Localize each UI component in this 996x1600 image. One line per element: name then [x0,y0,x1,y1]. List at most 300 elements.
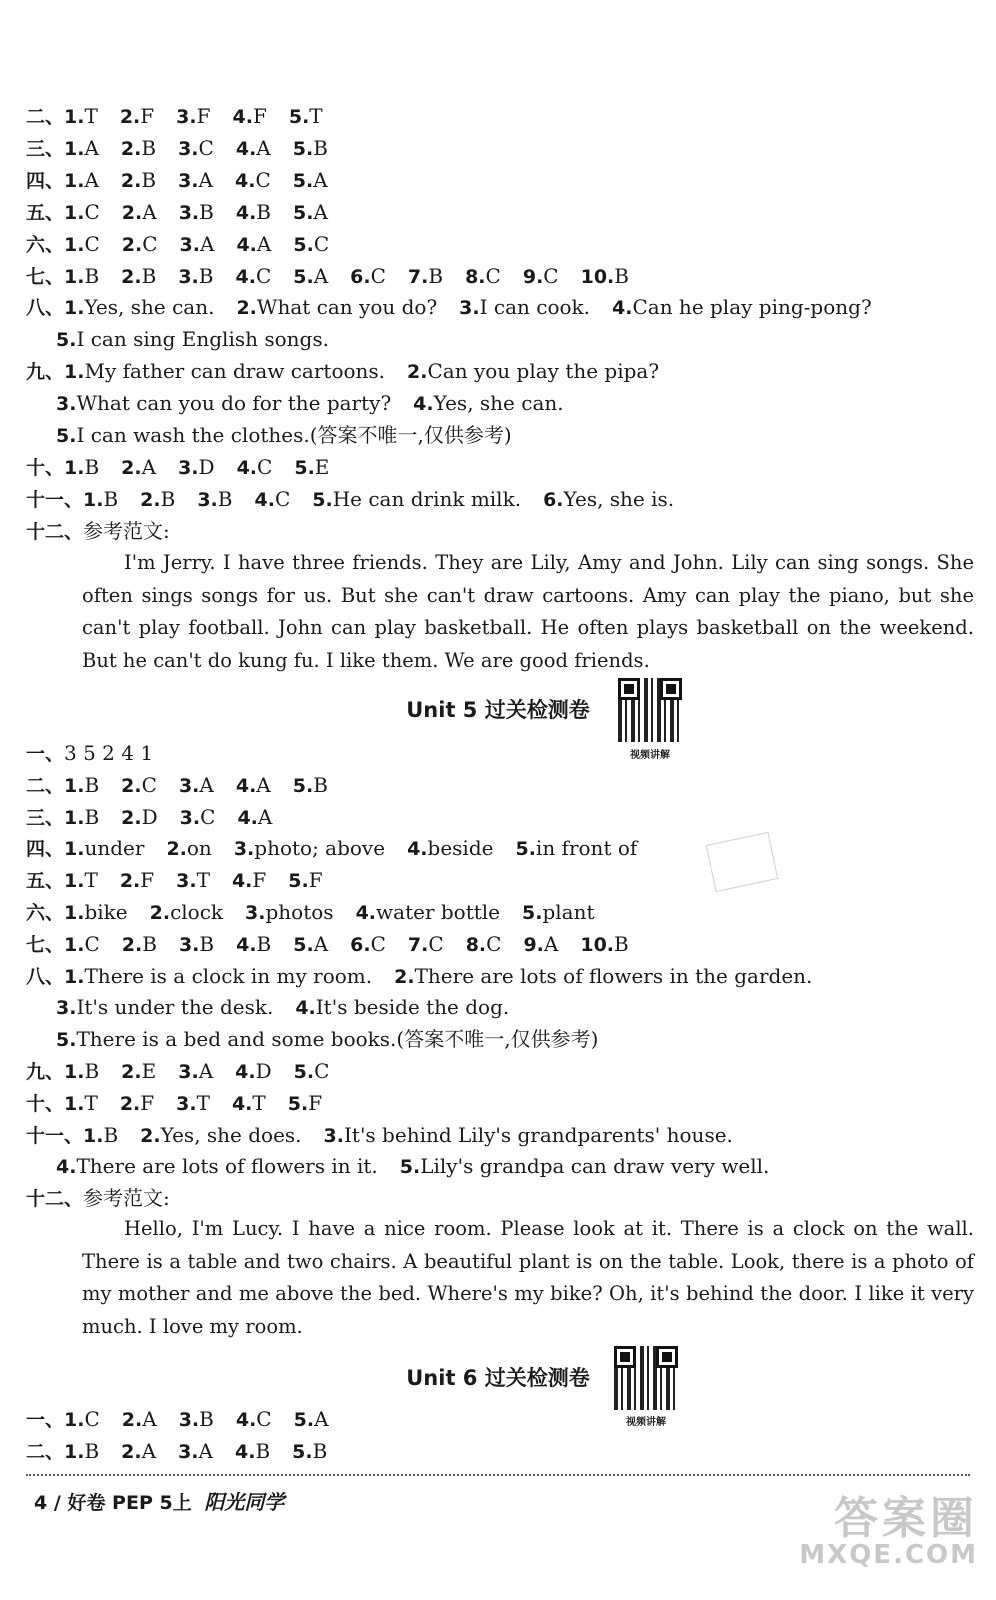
section-number: 一、 [26,743,65,765]
question-number: 3. [245,902,266,924]
answer-item [235,168,271,192]
answer-text: C [370,931,386,956]
answer-text: C [84,1407,100,1431]
answer-item [122,200,157,224]
question-number: 6. [350,933,371,956]
answer-item [64,104,98,128]
answer-line [26,516,970,547]
answer-item [140,487,175,511]
answer-text: B [84,772,100,797]
section-number: 八、 [26,297,65,320]
answer-text: under [84,836,145,861]
answer-item [166,836,211,860]
answer-item [236,232,271,256]
answer-text: Yes, she can. [84,295,215,320]
page-number: 4 [34,1492,48,1514]
answer-item [235,1059,272,1083]
answer-text: C [313,231,330,256]
answer-text: T [196,1090,210,1115]
question-number: 3. [179,806,201,829]
answer-item [64,359,385,383]
answer-item [295,995,509,1019]
question-number: 2. [120,169,142,192]
section-number: 八、 [26,965,65,988]
question-number: 8. [465,265,486,288]
answer-text: A [198,1439,213,1463]
answer-text: F [308,1090,323,1115]
question-number: 3. [178,169,199,192]
question-number: 2. [121,1409,143,1431]
answer-item [294,455,329,479]
answer-item [64,868,98,892]
answer-item [121,168,156,192]
question-number: 5. [294,456,315,479]
answer-item [179,1407,214,1431]
answer-item [121,805,158,829]
answer-text: Yes, she can. [433,391,564,416]
answer-item [581,264,629,288]
question-number: 2. [394,965,415,988]
answer-text: F [252,104,267,128]
answer-item [459,295,590,319]
question-number: 1. [64,137,85,160]
question-number: 3. [176,1092,197,1115]
section-number: 四、 [26,838,65,861]
answer-item [140,1123,301,1147]
answer-item [179,200,214,224]
answer-text: My father can draw cartoons. [84,359,386,384]
question-number: 2. [149,902,171,924]
answer-text: T [252,1090,266,1115]
answer-text: on [186,836,212,861]
qr-code-unit6[interactable] [614,1346,678,1410]
question-number: 4. [413,393,434,416]
answer-line [26,292,970,323]
answer-line [26,1404,970,1435]
answer-text: B [141,167,157,192]
answer-text: A [199,772,214,797]
question-number: 5. [56,329,77,352]
answer-item [56,1027,598,1051]
question-number: 2. [121,806,142,829]
question-number: 4. [235,1409,257,1431]
question-number: 3. [178,456,199,479]
qr-caption-unit5: 视频讲解 [630,750,670,761]
answer-text: B [84,263,100,288]
answer-item [64,295,214,319]
answer-text: A [256,772,271,797]
footer-divider [26,1474,970,1476]
answer-text: Yes, she is. [563,486,675,511]
answer-item [178,264,213,288]
answer-item [254,487,290,511]
answer-item [232,1091,266,1115]
question-number: 3. [178,1409,200,1431]
question-number: 5. [293,233,314,256]
answer-text: B [199,199,214,224]
answer-text: What can you do for the party? [76,391,392,416]
answer-line [26,484,970,515]
qr-caption-unit6: 视频讲解 [626,1417,666,1428]
answer-text: photos [265,900,334,924]
question-number: 4. [236,933,257,956]
answer-item [293,232,329,256]
answer-item [407,836,493,860]
question-number: 2. [119,106,141,128]
question-number: 5. [292,1441,313,1463]
answer-line [26,865,970,896]
question-number: 9. [523,933,544,956]
answer-text: Can he play ping-pong? [632,295,872,320]
answer-item [121,264,156,288]
question-number: 1. [64,361,85,384]
answer-item [64,836,144,860]
question-number: 1. [64,456,85,479]
answer-item [64,932,100,956]
question-number: 3. [179,233,200,256]
answer-text: T [84,868,98,893]
answer-line [26,1183,970,1214]
answer-item [523,264,559,288]
answer-item [56,1154,378,1178]
question-number: 3. [459,297,480,320]
question-number: 2. [121,1441,142,1463]
answer-item [234,836,385,860]
answer-text: D [141,804,158,829]
unit5-title: Unit 5 过关检测卷 [406,698,590,722]
question-number: 5. [312,488,333,511]
answer-item [288,868,322,892]
answer-item [293,264,328,288]
question-number: 2. [121,201,143,224]
answer-text: F [308,868,323,893]
answer-text: A [84,167,99,192]
section-number: 十、 [26,456,65,479]
answer-text: T [84,1090,98,1115]
question-number: 6. [350,265,371,288]
answer-text: A [313,199,328,224]
answer-text: A [256,231,272,256]
answer-text: B [614,263,629,288]
answer-text: A [142,1407,157,1431]
question-number: 1. [64,1092,85,1115]
answer-text: B [199,931,215,956]
answer-text: D [198,454,215,479]
answer-item [612,295,872,319]
section-number: 二、 [26,106,65,128]
question-number: 3. [233,838,255,861]
question-number: 2. [121,456,142,479]
answer-text: bike [84,900,128,924]
section-number: 五、 [26,201,65,224]
question-number: 2. [140,1124,161,1147]
question-number: 5. [515,838,536,861]
answer-item [233,104,267,128]
answer-line [26,452,970,483]
question-number: 10. [580,933,615,956]
answer-text: D [255,1059,272,1083]
answer-line [26,897,970,928]
answer-item [176,104,210,128]
answer-item [64,741,153,765]
answer-item [407,359,659,383]
answer-item [312,487,521,511]
answer-item [293,136,328,160]
answer-text: B [141,263,157,288]
answer-line [26,197,970,228]
answer-item [236,1407,272,1431]
answer-text: C [142,231,158,256]
question-number: 4. [407,838,428,861]
answer-item [56,423,512,447]
answer-item [122,932,157,956]
question-number: 2. [140,488,161,511]
question-number: 2. [119,1092,141,1115]
answer-item [292,1439,327,1463]
answer-text: A [313,931,329,956]
question-number: 2. [121,1061,142,1083]
answer-text: 参考范文: [83,1186,170,1211]
answer-text: He can drink milk. [332,486,522,511]
answer-item [293,773,328,797]
answer-item [64,1439,99,1463]
answer-text: B [84,1059,100,1083]
question-number: 3. [178,137,199,160]
section-number: 三、 [26,806,65,829]
question-number: 7. [407,265,429,288]
watermark-text: 答案圈 [834,1493,978,1544]
answer-text: B [141,135,157,160]
answer-text: A [313,167,328,192]
question-number: 4. [234,169,256,192]
answer-text: I can cook. [479,295,591,320]
section-number: 九、 [26,361,65,384]
question-number: 1. [64,201,85,224]
qr-code-unit5[interactable] [618,678,682,742]
answer-line [26,770,970,801]
question-number: 1. [83,488,104,511]
answer-text: Can you play the pipa? [427,359,660,384]
question-number: 3. [176,870,197,893]
answer-item [64,1059,99,1083]
question-number: 5. [293,1061,315,1083]
answer-item [121,1059,156,1083]
answer-item [408,932,444,956]
answer-text: B [428,263,444,288]
answer-text: B [84,804,100,829]
answer-item [179,773,214,797]
answer-text: 参考范文: [83,518,170,543]
question-number: 4. [234,1441,256,1463]
answer-text: F [252,868,267,893]
answer-item [64,1091,98,1115]
answer-item [64,900,128,924]
question-number: 3. [178,774,200,797]
answer-item [515,836,637,860]
answer-line [26,229,970,260]
answer-text: E [141,1059,157,1083]
answer-item [121,136,156,160]
question-number: 2. [236,297,257,320]
answer-item [178,1059,213,1083]
answer-item [179,932,214,956]
answer-text: A [313,263,329,288]
answer-item [350,932,386,956]
brand-logo: 阳光同学 [204,1490,285,1514]
question-number: 4. [254,488,275,511]
answer-line [26,1056,970,1087]
answer-item [413,391,563,415]
question-number: 1. [64,870,85,893]
answer-item [178,136,214,160]
answer-item [64,264,99,288]
section-number: 七、 [26,933,65,956]
answer-item [83,487,118,511]
answer-line [26,261,970,292]
answer-text: It's under the desk. [76,995,274,1020]
question-number: 4. [235,137,257,160]
essay-unit5-text: Hello, I'm Lucy. I have a nice room. Please look at it. There is a clock on the wall. There is a table and two chairs. A beautiful plant is on the table. Look, there is a photo of my mother and me above the bed. Where's my bike? Oh, it's behind the door. I like it very much. I love my room. [82,1217,974,1338]
answer-item [236,295,437,319]
answer-text: C [274,486,291,511]
answer-text: C [141,772,157,797]
answer-text: C [314,1059,330,1083]
answer-item [294,1059,330,1083]
answer-text: B [256,199,271,224]
answer-line [26,356,970,387]
essay-unit4-text: I'm Jerry. I have three friends. They are Lily, Amy and John. Lily can sing songs. She often sings songs for us. But she can't draw cartoons. Amy can play the piano, but she can't play football. John can play basketball. He often plays basketball on the weekend. But he can't do kung fu. I like them. We are good friends. [82,551,974,672]
answer-item [294,1407,329,1431]
question-number: 1. [64,1061,85,1083]
question-number: 5. [293,933,314,956]
question-number: 4. [231,870,253,893]
question-number: 3. [178,933,200,956]
book-label: 好卷 PEP 5上 [67,1492,192,1514]
question-number: 3. [178,1061,199,1083]
answer-text: B [160,486,176,511]
answer-item [232,868,266,892]
question-number: 4. [237,806,258,829]
question-number: 10. [580,265,615,288]
answer-text: A [198,167,213,192]
answer-text: B [313,135,328,160]
answer-text: Yes, she does. [160,1122,302,1147]
question-number: 5. [292,169,314,192]
answer-text: A [543,931,559,956]
answer-text: C [543,263,559,288]
answer-text: 3 5 2 4 1 [64,741,154,765]
question-number: 5. [288,106,310,128]
watermark-site: MXQE.COM [799,1540,978,1570]
answer-text: C [428,931,444,956]
answer-text: B [198,263,214,288]
answer-item [121,773,157,797]
question-number: 6. [543,488,564,511]
question-number: 2. [121,265,142,288]
answer-item [178,168,213,192]
answer-text: C [198,135,214,160]
section-number: 一、 [26,1409,65,1431]
answer-line [56,388,970,419]
answer-item [180,232,215,256]
answer-text: I can wash the clothes.(答案不唯一,仅供参考) [76,423,512,447]
question-number: 2. [121,233,143,256]
question-number: 1. [64,265,85,288]
answer-text: A [314,1407,329,1431]
answer-item [293,932,328,956]
answer-item [64,964,372,988]
answer-item [236,136,271,160]
answer-text: C [200,804,216,829]
answer-item [178,455,215,479]
answer-text: C [486,931,502,956]
page-footer [34,1486,284,1515]
answer-text: water bottle [376,900,501,924]
answer-line [56,1151,970,1182]
answer-item [235,264,271,288]
answer-item [64,136,99,160]
answer-item [56,327,329,351]
question-number: 8. [465,933,487,956]
answer-item [64,805,99,829]
answer-line [26,165,970,196]
answer-text: B [217,486,233,511]
question-number: 4. [56,1156,77,1179]
answer-text: It's beside the dog. [315,995,510,1020]
section-number: 六、 [26,902,65,924]
question-number: 2. [407,361,428,384]
answer-item [293,168,328,192]
answer-line [26,1120,970,1151]
answer-text: A [198,1059,214,1083]
answer-text: C [84,199,100,224]
answer-item [180,805,216,829]
answer-text: B [142,931,157,956]
question-number: 5. [56,425,77,447]
answer-item [64,1407,100,1431]
question-number: 1. [64,106,85,128]
answer-text: T [196,868,210,893]
question-number: 2. [119,870,141,893]
answer-text: What can you do? [256,295,438,320]
answer-text: A [142,199,157,224]
answer-text: There are lots of flowers in the garden. [414,963,813,988]
question-number: 2. [166,838,187,861]
question-number: 2. [120,137,142,160]
question-number: 7. [407,933,429,956]
question-number: 3. [56,997,77,1020]
answer-text: A [200,231,215,256]
answer-text: F [140,104,155,128]
answer-line [26,961,970,992]
footer-separator: / [53,1492,61,1514]
answer-text: F [196,104,211,128]
answer-text: clock [170,900,224,924]
section-number: 九、 [26,1061,65,1083]
answer-text: F [140,868,155,893]
question-number: 3. [56,393,77,416]
question-number: 5. [56,1029,77,1052]
answer-item [408,264,443,288]
answer-item [120,868,154,892]
question-number: 5. [292,137,314,160]
answer-item [394,964,812,988]
question-number: 4. [232,106,253,128]
section-number: 十一、 [26,1124,84,1147]
answer-line [26,833,970,864]
answer-text: B [84,454,100,479]
essay-unit5 [82,1213,974,1343]
